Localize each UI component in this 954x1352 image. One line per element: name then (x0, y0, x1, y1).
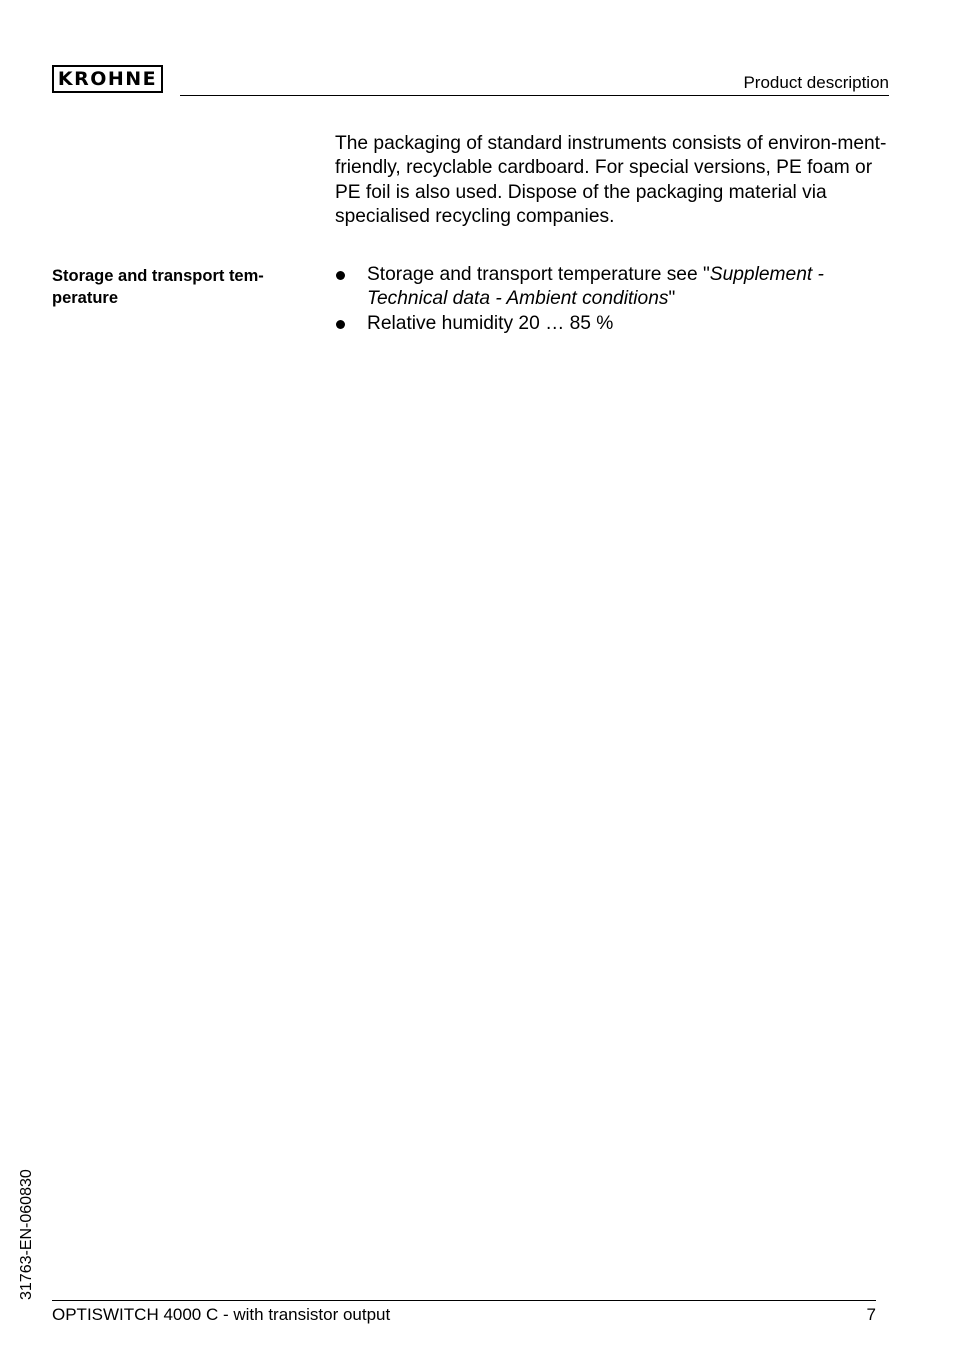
packaging-paragraph: The packaging of standard instruments consists of environ-ment-friendly, recyclable cardboard. For special versions, PE foam or PE foil is also used. Dispose of the packaging material via specialised recycling companies. (335, 133, 887, 227)
storage-heading-line-2: perature (52, 288, 119, 307)
logo-text: KROHNE (57, 68, 158, 90)
list-item (335, 263, 895, 312)
supplement-reference: Supplement - Technical data - Ambient conditions (367, 264, 824, 310)
bullet-icon (336, 320, 345, 329)
krohne-logo (52, 65, 163, 93)
section-title: Product description (743, 73, 889, 92)
storage-temp-suffix: " (668, 288, 676, 310)
storage-temp-prefix: Storage and transport temperature see " (367, 264, 710, 285)
footer-title: OPTISWITCH 4000 C - with transistor output (52, 1305, 391, 1324)
bullet-icon (336, 271, 345, 280)
humidity-text: Relative humidity 20 … 85 % (367, 312, 614, 334)
footer-rule (52, 1300, 876, 1301)
header-rule (180, 95, 889, 96)
page-number: 7 (866, 1305, 876, 1324)
storage-bullet-list (335, 263, 895, 336)
storage-heading-line-1: Storage and transport tem- (52, 267, 264, 285)
storage-heading (52, 266, 302, 309)
list-item (335, 312, 895, 336)
document-code: 31763-EN-060830 (18, 1169, 35, 1300)
